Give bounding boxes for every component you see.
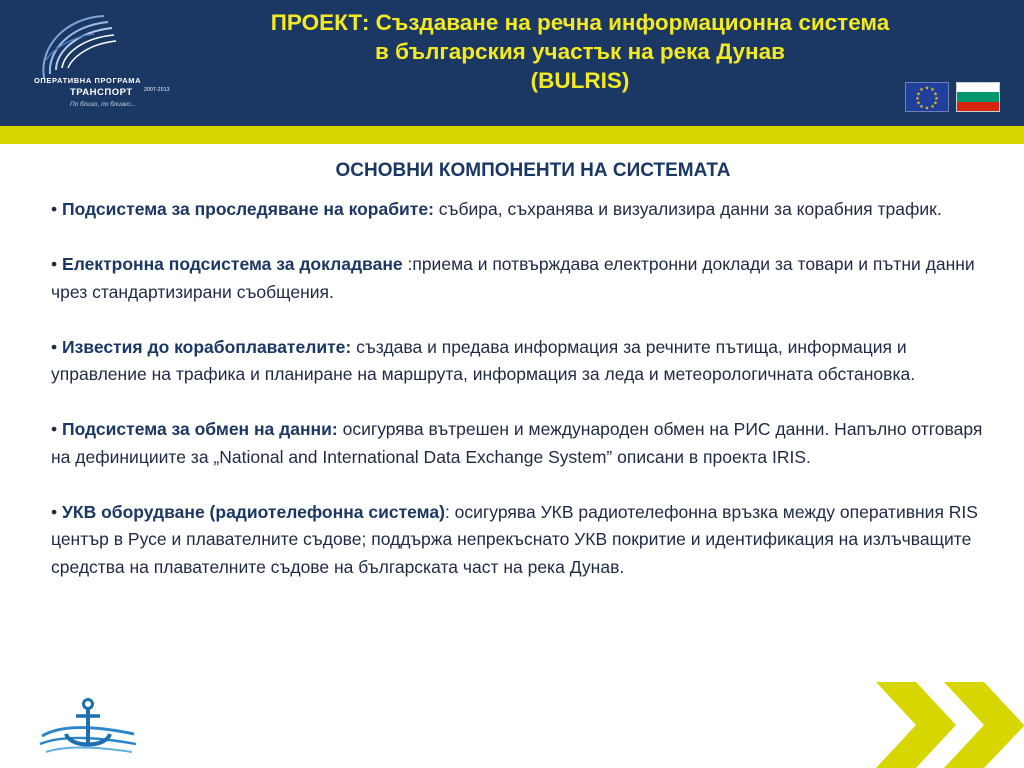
components-list xyxy=(51,196,1001,609)
bullet: • xyxy=(51,501,58,522)
logo-transport-label: ТРАНСПОРТ xyxy=(70,87,133,98)
page-title xyxy=(180,8,980,95)
item-text: :приема и потвърждава електронни доклади за товари и пътни данни чрез стандартизирани съобщения. xyxy=(51,254,975,302)
logo-years-label: 2007-2013 xyxy=(144,87,170,93)
bullet: • xyxy=(51,419,58,439)
svg-text:★: ★ xyxy=(930,87,935,93)
item-text: създава и предава информация за речните пътища, информация и управление на трафика и планиране на маршрута, информация за леда и метеорологичната обстановка. xyxy=(51,336,916,384)
bullet: • xyxy=(51,199,58,219)
oper-program-transport-logo xyxy=(34,8,184,118)
svg-text:★: ★ xyxy=(930,104,935,110)
section-title: ОСНОВНИ КОМПОНЕНТИ НА СИСТЕМАТА xyxy=(335,160,731,181)
item-heading: Известия до корабоплавателите: xyxy=(62,336,352,357)
list-item xyxy=(51,499,1001,582)
svg-text:★: ★ xyxy=(916,100,921,107)
item-heading: Електронна подсистема за докладване xyxy=(62,254,403,274)
bullet: • xyxy=(51,336,58,357)
svg-text:★: ★ xyxy=(933,91,938,98)
eu-flag-icon xyxy=(905,82,949,112)
logo-tagline: По близо, по близко... xyxy=(70,101,137,108)
svg-text:★: ★ xyxy=(919,87,924,93)
title-line-1: ПРОЕКТ: Създаване на речна информационна система xyxy=(270,10,890,35)
item-text: осигурява вътрешен и международен обмен на РИС данни. Напълно отговаря на дефинициите за „National and International Data Exchange System” описани в проекта IRIS. xyxy=(51,419,983,467)
svg-text:★: ★ xyxy=(924,85,930,92)
anchor-logo-icon xyxy=(36,694,140,760)
item-heading: Подсистема за проследяване на корабите: xyxy=(62,199,434,219)
item-heading: УКВ оборудване (радиотелефонна система) xyxy=(62,501,445,522)
list-item xyxy=(51,251,1001,306)
list-item xyxy=(51,334,1001,389)
svg-text:★: ★ xyxy=(924,105,930,111)
list-item xyxy=(51,416,1001,471)
svg-text:★: ★ xyxy=(919,104,924,110)
bullet: • xyxy=(51,254,58,274)
list-item xyxy=(51,196,1001,224)
svg-text:★: ★ xyxy=(915,96,920,102)
header-accent-band xyxy=(0,126,1024,144)
svg-text:★: ★ xyxy=(916,91,921,98)
svg-text:★: ★ xyxy=(933,100,938,107)
title-line-3: (BULRIS) xyxy=(530,68,630,93)
item-text: събира, съхранява и визуализира данни за корабния трафик. xyxy=(433,199,942,219)
item-text: : осигурява УКВ радиотелефонна връзка между оперативния RIS център в Русе и плавателните съдове; поддържа непрекъснато УКВ покритие и идентификация на излъчващите средства на плавателните съдове на българската част на река Дунав. xyxy=(51,501,978,577)
logo-program-label: ОПЕРАТИВНА ПРОГРАМА xyxy=(34,76,142,85)
bulgaria-flag-icon xyxy=(956,82,1000,112)
title-line-2: в българския участък на река Дунав xyxy=(375,39,785,64)
svg-text:★: ★ xyxy=(934,96,939,102)
item-heading: Подсистема за обмен на данни: xyxy=(62,419,338,439)
